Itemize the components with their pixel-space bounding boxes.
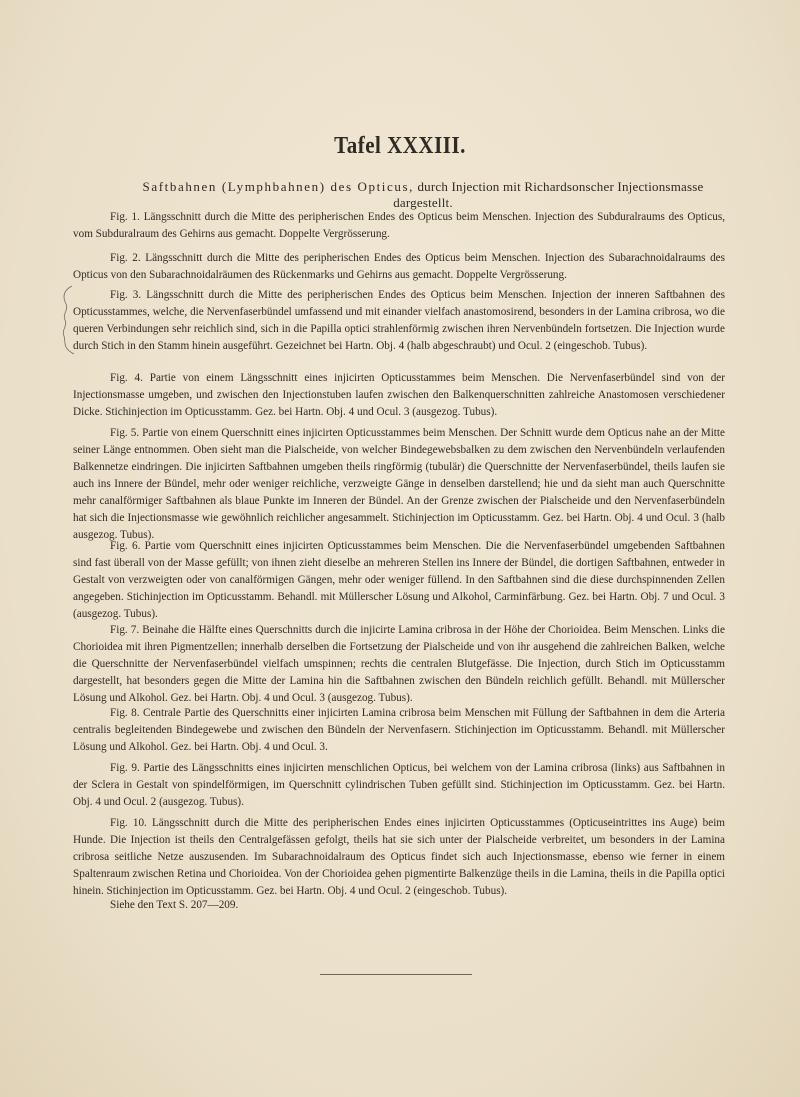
bottom-rule xyxy=(320,974,472,975)
figure-label: Fig. 2. xyxy=(110,252,141,264)
figure-label: Fig. 1. xyxy=(110,211,140,223)
figure-text: Längsschnitt durch die Mitte des peripherischen Endes des Opticus beim Menschen. Injection des Subduralraums des Opticus, vom Subduralraum des Gehirns aus gemacht. Doppelte Vergrösserung. xyxy=(73,211,725,240)
figure-text: Längsschnitt durch die Mitte des peripherischen Endes eines injicirten Opticusstammes (Opticuseintrittes ins Auge) beim Hunde. Die Injection ist theils den Centralgefässen gefolgt, theils hat sie sich unter der Pialscheide verbreitet, um besonders in der Lamina cribrosa seitliche Netze auszusenden. Im Subarachnoidalraum des Opticus findet sich auch Injectionsmasse, ebenso wie ferner in einem Spaltenraum zwischen Retina und Chorioidea. Von der Chorioidea gehen pigmentirte Balkenzüge theils in die Lamina, theils in die Papilla optici hinein. Stichinjection im Opticusstamm. Gez. bei Hartn. Obj. 4 und Ocul. 2 (eingeschob. Tubus). xyxy=(73,817,725,897)
figure-label: Fig. 4. xyxy=(110,372,143,384)
figure-caption xyxy=(73,815,725,900)
figure-text: Partie vom Querschnitt eines injicirten Opticusstammes beim Menschen. Die die Nervenfaserbündel umgebenden Saftbahnen sind fast überall von der Masse gefüllt; von ihnen zieht dieselbe an mehreren Stellen ins Innere der Bündel, die dortigen Saftbahnen, entweder in Gestalt von verzweigten oder von canalförmigen Gängen, mehr oder weniger füllend. In den Saftbahnen sind die diese durchspinnenden Zellen angegeben. Stichinjection im Opticusstamm. Behandl. mit Müllerscher Lösung und Alkohol, Carminfärbung. Gez. bei Hartn. Obj. 7 und Ocul. 3 (ausgezog. Tubus). xyxy=(73,540,725,620)
figure-caption xyxy=(73,425,725,544)
figure-text: Partie von einem Querschnitt eines injicirten Opticusstammes beim Menschen. Der Schnitt wurde dem Opticus nahe an der Mitte seiner Länge entnommen. Oben sieht man die Pialscheide, von welcher Bindegewebsbalken zu dem zwischen den Nervenbündeln verlaufenden Balkennetze eindringen. Die injicirten Saftbahnen umgeben theils ringförmig (tubulär) die Querschnitte der Nervenfaserbündel, theils laufen sie auch ins Innere der Bündel, mehr oder weniger reichliche, verzweigte Gänge in denselben darstellend; hie und da sieht man auch Querschnitte mehr canalförmiger Saftbahnen als blaue Punkte im Inneren der Bündel. An der Grenze zwischen der Pialscheide und den Nervenfaserbündeln hat sich die Injectionsmasse wie gewöhnlich reichlicher angesammelt. Stichinjection im Opticusstamm. Gez. bei Hartn. Obj. 4 und Ocul. 3 (halb ausgezog. Tubus). xyxy=(73,427,725,541)
figure-label: Fig. 3. xyxy=(110,289,142,301)
figure-text: Beinahe die Hälfte eines Querschnitts durch die injicirte Lamina cribrosa in der Höhe der Chorioidea. Beim Menschen. Links die Chorioidea mit ihren Pigmentzellen; innerhalb derselben die Fortsetzung der Pialscheide und von ihr ausgehend die zahlreichen Balken, welche die Querschnitte der Nervenfaserbündel vielfach umspinnen; rechts die centralen Blutgefässe. Die Injection, durch Stich im Opticusstamm dargestellt, hat besonders gegen die Mitte der Lamina hin die Saftbahnen zwischen den Bündeln reichlich gefüllt. Behandl. mit Müllerscher Lösung und Alkohol. Gez. bei Hartn. Obj. 4 und Ocul. 3 (ausgezog. Tubus). xyxy=(73,624,725,704)
figure-label: Fig. 6. xyxy=(110,540,141,552)
figure-label: Fig. 10. xyxy=(110,817,147,829)
text-reference: Siehe den Text S. 207—209. xyxy=(110,899,239,911)
pencil-bracket-mark xyxy=(58,284,78,356)
figure-caption xyxy=(73,250,725,284)
subtitle-rest: durch Injection mit Richardsonscher Injectionsmasse dargestellt. xyxy=(393,179,704,210)
figure-text: Partie des Längsschnitts eines injicirten menschlichen Opticus, bei welchem von der Lamina cribrosa (links) aus Saftbahnen in der Sclera in Gestalt von spindelförmigen, im Querschnitt cylindrischen Tuben gefüllt sind. Stichinjection im Opticusstamm. Gez. bei Hartn. Obj. 4 und Ocul. 2 (ausgezog. Tubus). xyxy=(73,762,725,808)
figure-caption xyxy=(73,287,725,355)
figure-label: Fig. 8. xyxy=(110,707,140,719)
figure-label: Fig. 5. xyxy=(110,427,140,439)
plate-subtitle xyxy=(113,179,733,211)
plate-title: Tafel XXXIII. xyxy=(334,131,466,159)
figure-label: Fig. 9. xyxy=(110,762,140,774)
figure-caption xyxy=(73,760,725,811)
figure-caption xyxy=(73,370,725,421)
figure-text: Partie von einem Längsschnitt eines injicirten Opticusstammes beim Menschen. Die Nervenfaserbündel sind von der Injectionsmasse umgeben, und zwischen den Injectionstuben laufen zwischen den Balkenquerschnitten zahlreiche Anastomosen verschiedener Dicke. Stichinjection im Opticusstamm. Gez. bei Hartn. Obj. 4 und Ocul. 3 (ausgezog. Tubus). xyxy=(73,372,725,418)
figure-caption xyxy=(73,705,725,756)
figure-text: Längsschnitt durch die Mitte des peripherischen Endes des Opticus beim Menschen. Injection der inneren Saftbahnen des Opticusstammes, welche, die Nervenfaserbündel umfassend und mit einander vielfach anastomosirend, besonders in der Lamina cribrosa, wo die queren Verbindungen sehr reichlich sind, sich in die Papilla optici strahlenförmig zwischen ihren Nervenbündeln fortsetzen. Die Injection wurde durch Stich in den Stamm hinein ausgeführt. Gezeichnet bei Hartn. Obj. 4 (halb abgeschraubt) und Ocul. 2 (eingeschob. Tubus). xyxy=(73,289,725,352)
figure-caption xyxy=(73,622,725,707)
figure-text: Centrale Partie des Querschnitts einer injicirten Lamina cribrosa beim Menschen mit Füllung der Saftbahnen in dem die Arteria centralis begleitenden Bindegewebe und zwischen den Bündeln der Nervenfasern. Stichinjection im Opticusstamm. Behandl. mit Müllerscher Lösung und Alkohol. Gez. bei Hartn. Obj. 4 und Ocul. 3. xyxy=(73,707,726,753)
figure-caption xyxy=(73,209,725,243)
figure-text: Längsschnitt durch die Mitte des peripherischen Endes des Opticus beim Menschen. Injection des Subarachnoidalraums des Opticus von den Subarachnoidalräumen des Rückenmarks und Gehirns aus gemacht. Doppelte Vergrösserung. xyxy=(73,252,725,281)
subtitle-spaced: Saftbahnen (Lymphbahnen) des Opticus, xyxy=(142,179,414,194)
figure-caption xyxy=(73,538,725,623)
figure-label: Fig. 7. xyxy=(110,624,140,636)
